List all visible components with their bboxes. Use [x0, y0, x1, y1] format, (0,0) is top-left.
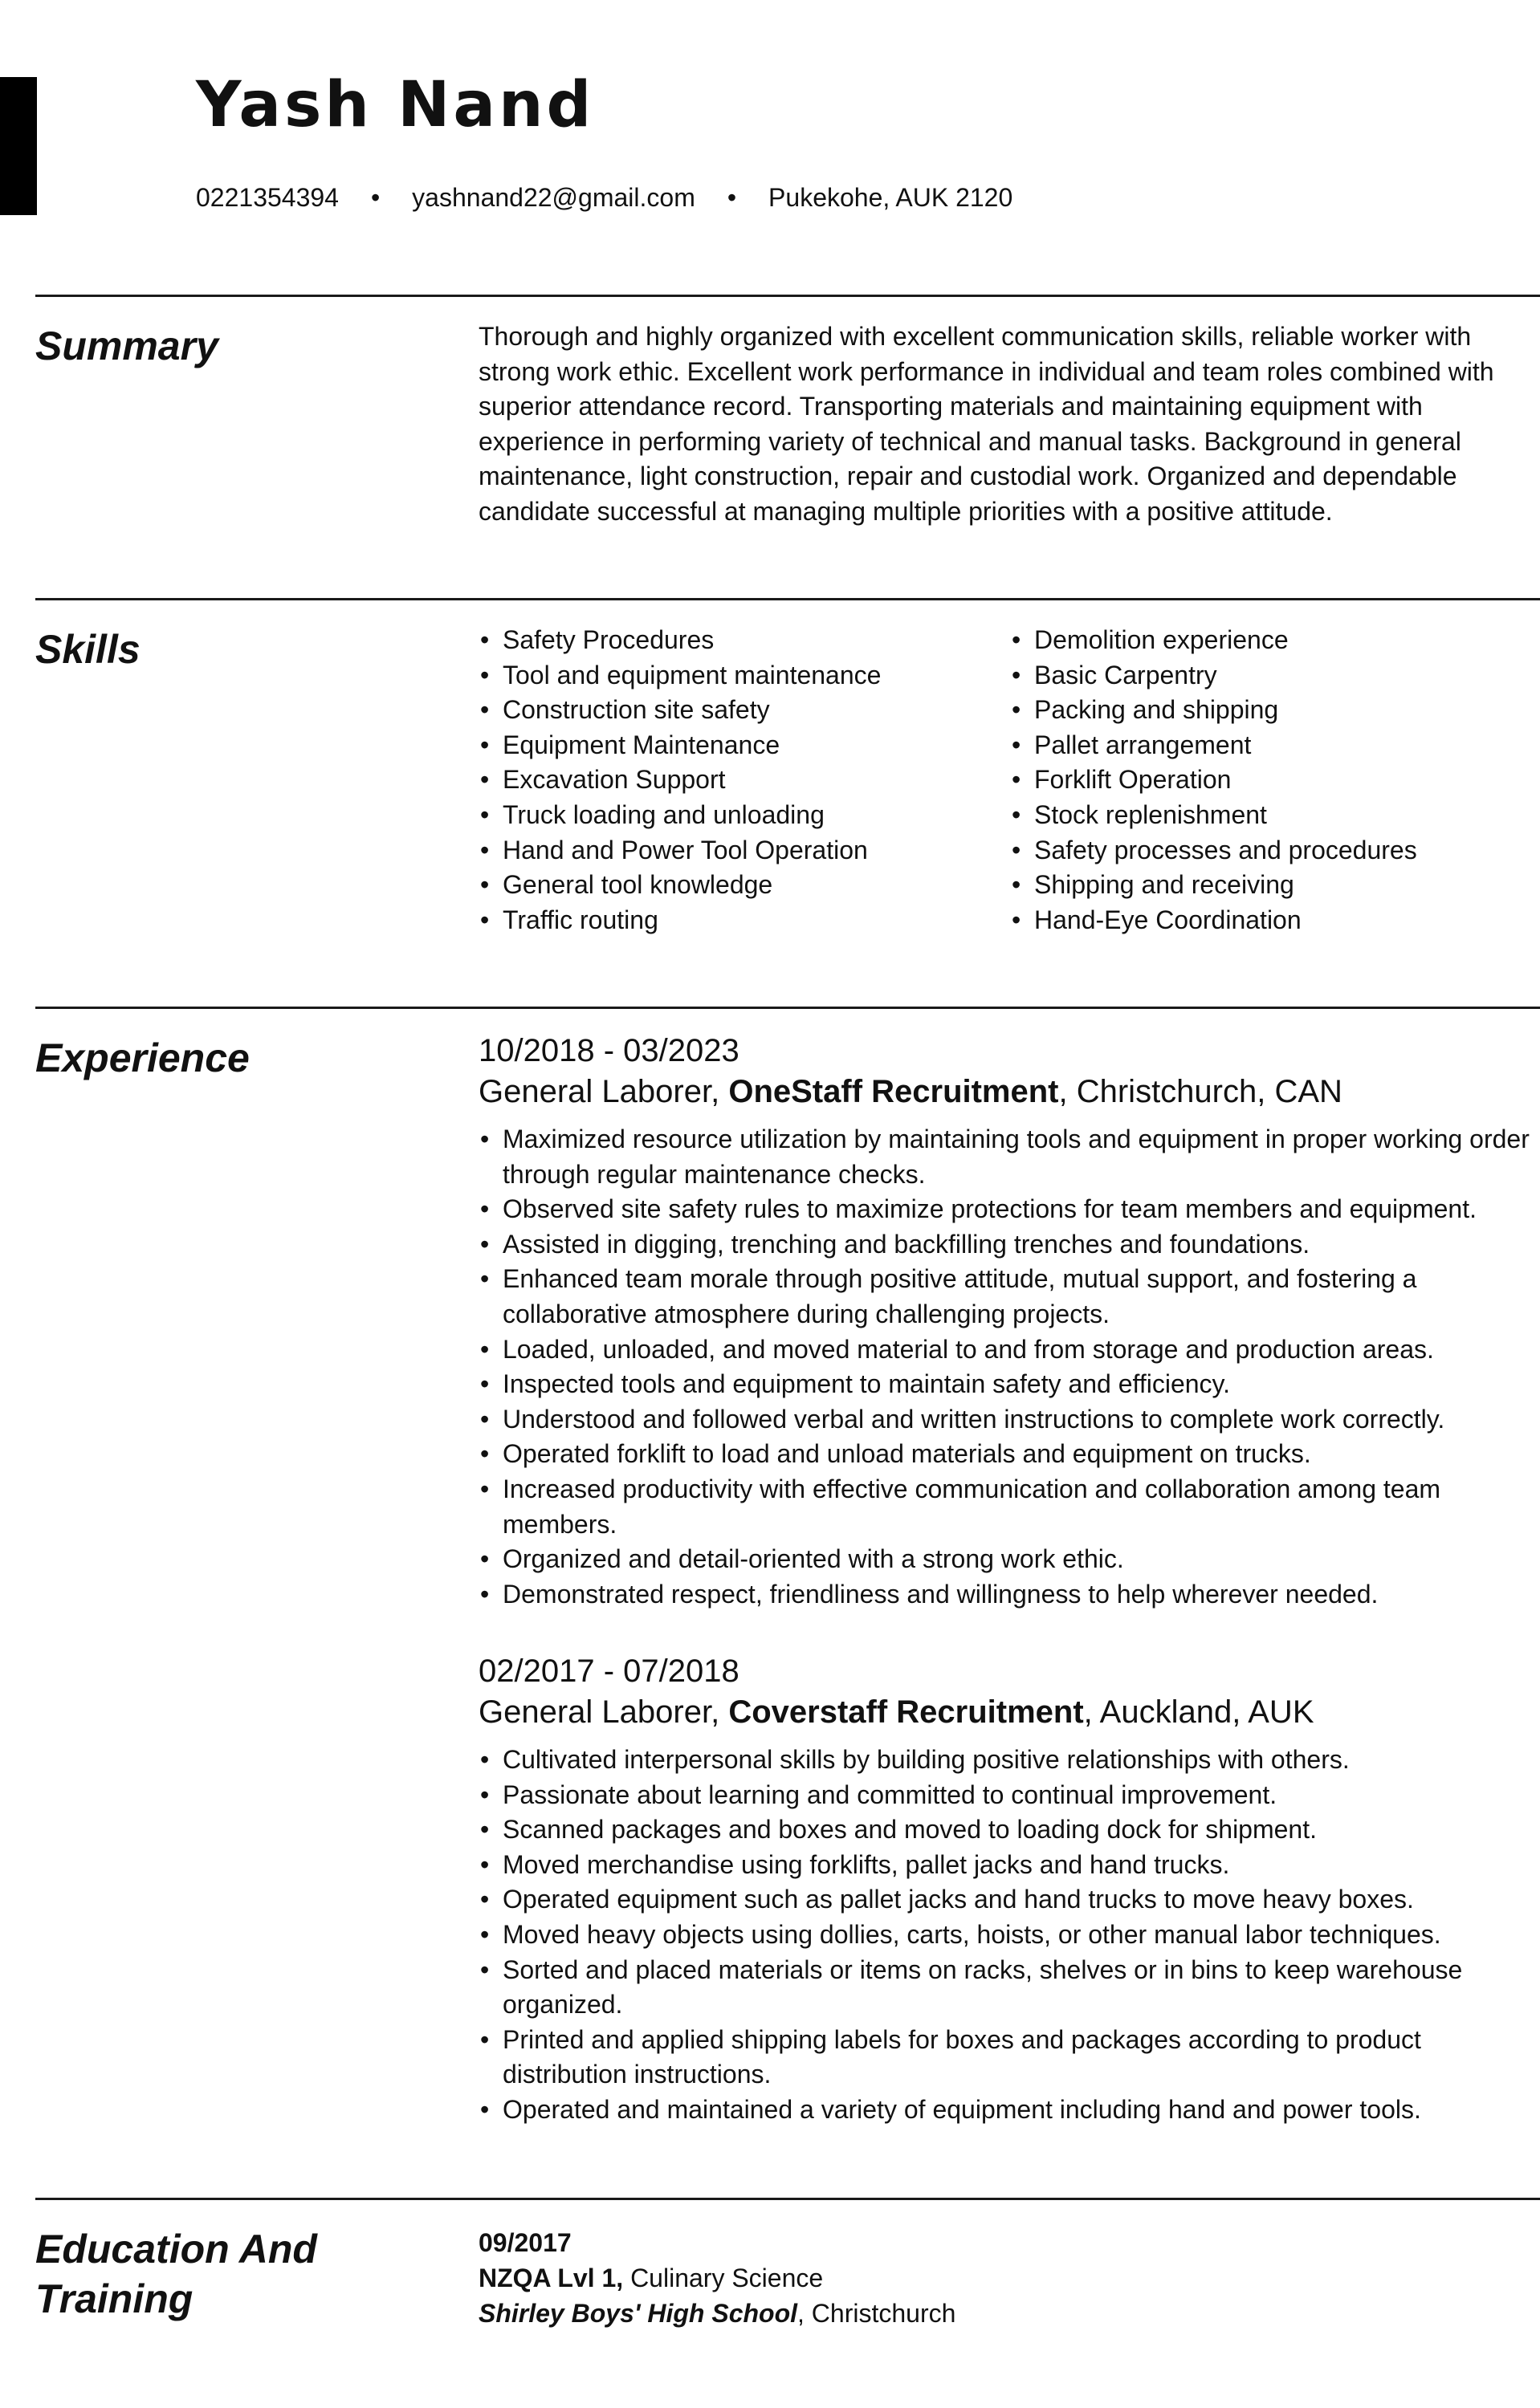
- responsibility-item: • Observed site safety rules to maximize protections for team members and equipment.: [479, 1192, 1530, 1227]
- job-responsibilities: [479, 1122, 1530, 1612]
- responsibility-item: • Operated and maintained a variety of equipment including hand and power tools.: [479, 2093, 1530, 2128]
- job-title-line: [479, 1691, 1530, 1733]
- job-location: , Christchurch, CAN: [1058, 1074, 1342, 1109]
- location: Pukekohe, AUK 2120: [768, 183, 1013, 212]
- skill-item: • General tool knowledge: [479, 868, 992, 903]
- responsibility-item: • Operated equipment such as pallet jacks and hand trucks to move heavy boxes.: [479, 1882, 1530, 1918]
- responsibility-item: • Organized and detail-oriented with a strong work ethic.: [479, 1542, 1530, 1577]
- responsibility-item: • Inspected tools and equipment to maintain safety and efficiency.: [479, 1367, 1530, 1402]
- skills-list-right: [1010, 623, 1524, 938]
- section-divider: [35, 2198, 1540, 2200]
- education-qualification-line: [479, 2260, 1530, 2296]
- email-address: yashnand22@gmail.com: [412, 183, 695, 212]
- job-title: General Laborer,: [479, 1074, 720, 1109]
- section-divider: [35, 295, 1540, 297]
- skill-item: • Pallet arrangement: [1010, 728, 1524, 763]
- responsibility-item: • Increased productivity with effective communication and collaboration among team members.: [479, 1472, 1530, 1542]
- responsibility-item: • Scanned packages and boxes and moved to loading dock for shipment.: [479, 1812, 1530, 1848]
- responsibility-item: • Enhanced team morale through positive attitude, mutual support, and fostering a collaborative atmosphere during challenging projects.: [479, 1262, 1530, 1332]
- skill-item: • Safety processes and procedures: [1010, 833, 1524, 868]
- job-dates: 02/2017 - 07/2018: [479, 1653, 739, 1689]
- company-name: Coverstaff Recruitment: [728, 1694, 1084, 1730]
- education-entry: [479, 2225, 1530, 2331]
- field-of-study: Culinary Science: [623, 2264, 824, 2292]
- job-location: , Auckland, AUK: [1083, 1694, 1314, 1730]
- responsibility-item: • Printed and applied shipping labels for boxes and packages according to product distribution instructions.: [479, 2023, 1530, 2093]
- responsibility-item: • Understood and followed verbal and written instructions to complete work correctly.: [479, 1402, 1530, 1438]
- summary-heading: Summary: [35, 323, 218, 368]
- qualification: NZQA Lvl 1,: [479, 2264, 624, 2292]
- section-divider: [35, 1007, 1540, 1009]
- contact-line: [196, 181, 1012, 214]
- skill-item: • Packing and shipping: [1010, 693, 1524, 728]
- responsibility-item: • Cultivated interpersonal skills by building positive relationships with others.: [479, 1743, 1530, 1778]
- responsibility-item: • Moved heavy objects using dollies, carts, hoists, or other manual labor techniques.: [479, 1918, 1530, 1953]
- header-accent-bar: [0, 77, 37, 215]
- job-title-line: [479, 1071, 1530, 1112]
- skill-item: • Traffic routing: [479, 903, 992, 938]
- skill-item: • Truck loading and unloading: [479, 798, 992, 833]
- responsibility-item: • Moved merchandise using forklifts, pallet jacks and hand trucks.: [479, 1848, 1530, 1883]
- contact-separator: •: [727, 183, 737, 212]
- school-location: , Christchurch: [797, 2299, 956, 2328]
- education-heading-line1: Education And: [35, 2227, 317, 2272]
- skill-item: • Construction site safety: [479, 693, 992, 728]
- responsibility-item: • Passionate about learning and committed to continual improvement.: [479, 1778, 1530, 1813]
- skills-heading: Skills: [35, 627, 141, 672]
- responsibility-item: • Operated forklift to load and unload materials and equipment on trucks.: [479, 1437, 1530, 1472]
- summary-text: Thorough and highly organized with excellent communication skills, reliable worker with strong work ethic. Excellent work performance in individual and team roles combined with superior attendance record. Transporting materials and maintaining equipment with experience in performing variety of technical and manual tasks. Background in general maintenance, light construction, repair and custodial work. Organized and dependable candidate successful at managing multiple priorities with a positive attitude.: [479, 322, 1494, 526]
- skill-item: • Tool and equipment maintenance: [479, 658, 992, 694]
- skill-item: • Hand and Power Tool Operation: [479, 833, 992, 868]
- experience-heading: Experience: [35, 1035, 250, 1080]
- responsibility-item: • Loaded, unloaded, and moved material to and from storage and production areas.: [479, 1332, 1530, 1368]
- candidate-name: Yash Nand: [196, 69, 595, 141]
- skill-item: • Shipping and receiving: [1010, 868, 1524, 903]
- job-entry: [479, 1651, 1530, 2128]
- responsibility-item: • Sorted and placed materials or items on racks, shelves or in bins to keep warehouse organized.: [479, 1953, 1530, 2023]
- job-title: General Laborer,: [479, 1694, 720, 1730]
- responsibility-item: • Maximized resource utilization by maintaining tools and equipment in proper working order through regular maintenance checks.: [479, 1122, 1530, 1192]
- skill-item: • Hand-Eye Coordination: [1010, 903, 1524, 938]
- responsibility-item: • Demonstrated respect, friendliness and willingness to help wherever needed.: [479, 1577, 1530, 1613]
- job-dates: 10/2018 - 03/2023: [479, 1033, 739, 1068]
- job-responsibilities: [479, 1743, 1530, 2128]
- skill-item: • Forklift Operation: [1010, 763, 1524, 798]
- skills-list-left: [479, 623, 992, 938]
- skill-item: • Equipment Maintenance: [479, 728, 992, 763]
- skill-item: • Stock replenishment: [1010, 798, 1524, 833]
- skill-item: • Safety Procedures: [479, 623, 992, 658]
- job-entry: [479, 1031, 1530, 1612]
- skill-item: • Demolition experience: [1010, 623, 1524, 658]
- education-date: 09/2017: [479, 2228, 572, 2257]
- school-name: Shirley Boys' High School: [479, 2299, 798, 2328]
- skill-item: • Basic Carpentry: [1010, 658, 1524, 694]
- education-school-line: [479, 2296, 1530, 2331]
- education-heading: [35, 2224, 317, 2324]
- contact-separator: •: [370, 183, 381, 212]
- company-name: OneStaff Recruitment: [728, 1074, 1059, 1109]
- education-heading-line2: Training: [35, 2276, 194, 2321]
- section-divider: [35, 598, 1540, 600]
- skill-item: • Excavation Support: [479, 763, 992, 798]
- phone-number: 0221354394: [196, 183, 339, 212]
- responsibility-item: • Assisted in digging, trenching and backfilling trenches and foundations.: [479, 1227, 1530, 1263]
